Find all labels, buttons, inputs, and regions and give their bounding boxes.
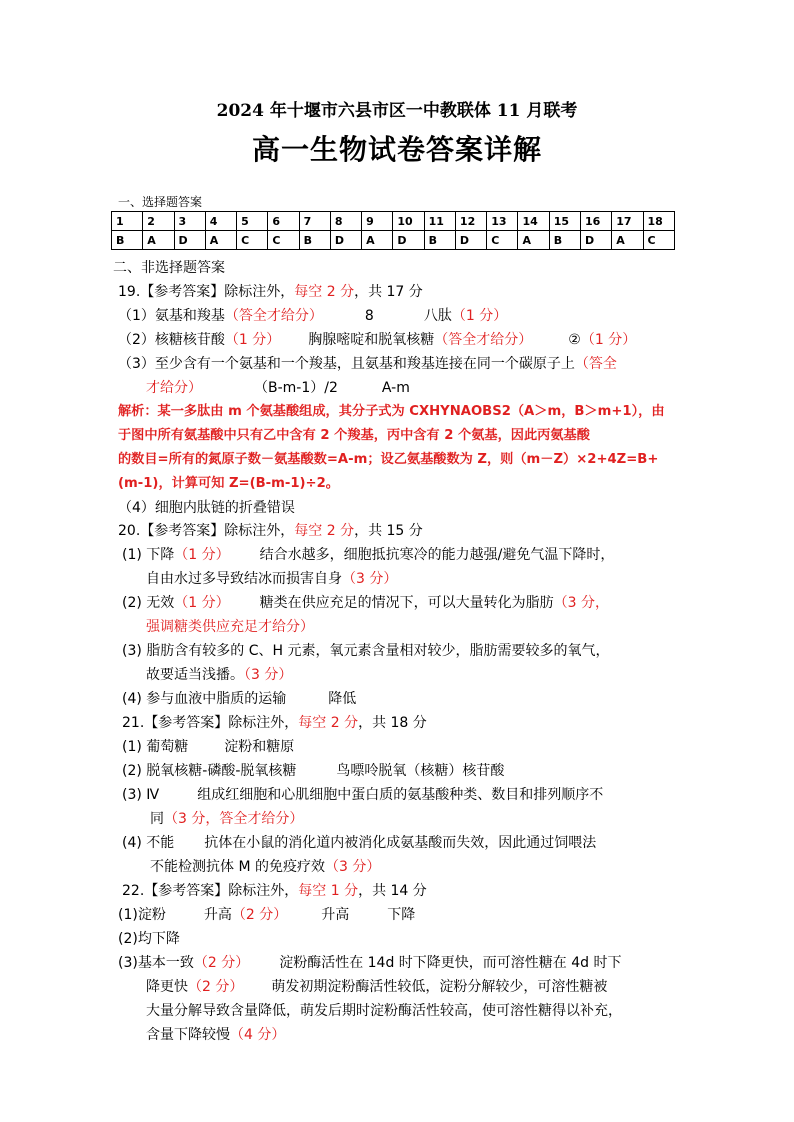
answer-letter-cell: D (330, 231, 361, 250)
question-number-cell: 2 (143, 212, 174, 231)
q22-header-text: 22.【参考答案】除标注外， (122, 883, 299, 899)
q19-explanation-1: 解析：某一多肽由 m 个氨基酸组成，其分子式为 CXHYNAOBS2（A＞m，B＞m+1），由 (118, 404, 665, 419)
answer-letter-cell: D (174, 231, 205, 250)
question-number-cell: 15 (549, 212, 580, 231)
answer-text: ② (568, 332, 581, 348)
answer-text: 降低 (328, 691, 357, 707)
answer-letter-cell: C (643, 231, 674, 250)
answer-text: 糖类在供应充足的情况下，可以大量转化为脂肪 (259, 595, 554, 611)
q19-answer-3-cont (146, 378, 410, 398)
answer-letter-cell: A (143, 231, 174, 250)
answer-text: 含量下降较慢 (146, 1027, 230, 1043)
q19-explanation-2: 于图中所有氨基酸中只有乙中含有 2 个羧基，丙中含有 2 个氨基，因此丙氨基酸 (118, 428, 590, 443)
answer-text: (4) 不能 (122, 835, 175, 851)
answer-text: (3) Ⅳ (122, 787, 160, 803)
q19-header (118, 282, 423, 302)
score-note: （2 分） (188, 979, 244, 995)
answer-letter-cell: C (487, 231, 518, 250)
score-note: （1 分） (580, 332, 637, 348)
section1-heading: 一、选择题答案 (118, 195, 203, 209)
question-number-cell: 7 (299, 212, 330, 231)
q20-answer-3: (3) 脂肪含有较多的 C、H 元素，氧元素含量相对较少，脂肪需要较多的氧气， (122, 643, 610, 659)
answer-text: （3）至少含有一个氨基和一个羧基，且氨基和羧基连接在同一个碳原子上 (118, 356, 575, 372)
section2-heading: 二、非选择题答案 (113, 260, 225, 276)
score-note: （3 分） (324, 859, 381, 875)
score-note: （3 分，答全才给分） (164, 811, 304, 827)
answer-text: 8 (364, 308, 374, 324)
answer-text: (3)基本一致 (118, 955, 194, 971)
question-number-cell: 5 (237, 212, 268, 231)
q19-total: ，共 17 分 (354, 284, 423, 300)
q21-answer-4 (122, 833, 596, 853)
question-number-cell: 4 (205, 212, 236, 231)
q19-header-text: 19.【参考答案】除标注外， (118, 284, 295, 300)
score-note: （2 分） (231, 907, 288, 923)
q22-answer-3-cont-3 (146, 1025, 285, 1045)
question-number-cell: 17 (612, 212, 643, 231)
q19-answer-4: （4）细胞内肽链的折叠错误 (118, 500, 295, 516)
question-number-cell: 6 (268, 212, 299, 231)
q20-header (118, 521, 423, 541)
score-note: （答全才给分） (224, 308, 323, 324)
question-number-cell: 8 (330, 212, 361, 231)
answer-text: 升高 (321, 907, 350, 923)
question-number-cell: 1 (112, 212, 143, 231)
q20-answer-1-cont (146, 569, 397, 589)
answer-text: 自由水过多导致结冰而损害自身 (146, 571, 342, 587)
q20-answer-4 (122, 689, 356, 709)
answer-text: (1)淀粉 (118, 907, 166, 923)
score-note: （3 分） (342, 571, 398, 587)
answer-text: 结合水越多，细胞抵抗寒冷的能力越强/避免气温下降时， (259, 547, 615, 563)
q22-header (122, 881, 427, 901)
score-note: （2 分） (193, 955, 250, 971)
q20-answer-2-cont: 强调糖类供应充足才给分） (146, 619, 314, 635)
answer-letter-cell: C (237, 231, 268, 250)
answer-text: 八肽 (423, 308, 452, 324)
answer-text: 淀粉酶活性在 14d 时下降更快，而可溶性糖在 4d 时下 (279, 955, 622, 971)
answer-text: 不能检测抗体 M 的免疫疗效 (150, 859, 325, 875)
answer-letter-cell: B (549, 231, 580, 250)
answer-text: 同 (150, 811, 164, 827)
answer-letter-cell: C (268, 231, 299, 250)
question-number-cell: 10 (393, 212, 424, 231)
question-number-cell: 13 (487, 212, 518, 231)
question-number-cell: 3 (174, 212, 205, 231)
q21-header-text: 21.【参考答案】除标注外， (122, 715, 299, 731)
q22-answer-1 (118, 905, 415, 925)
question-number-cell: 18 (643, 212, 674, 231)
answer-text: 升高 (203, 907, 232, 923)
exam-subtitle: 高一生物试卷答案详解 (251, 133, 542, 166)
answer-text: 淀粉和糖原 (224, 739, 295, 755)
q19-answer-3 (118, 354, 617, 374)
q21-answer-3-cont (150, 809, 303, 829)
q20-header-text: 20.【参考答案】除标注外， (118, 523, 295, 539)
answer-text: (1) 葡萄糖 (122, 739, 189, 755)
answer-letter-cell: A (612, 231, 643, 250)
q19-explanation-4: (m-1)，计算可知 Z=(B-m-1)÷2。 (118, 476, 339, 491)
q21-answer-2 (122, 761, 504, 781)
q22-total: ，共 14 分 (358, 883, 427, 899)
score-note: 才给分） (146, 380, 202, 396)
q21-answer-1 (122, 737, 294, 757)
answer-text: （2）核糖核苷酸 (118, 332, 225, 348)
answer-text: 胸腺嘧啶和脱氧核糖 (308, 332, 435, 348)
q20-score-note: 每空 2 分 (294, 523, 355, 539)
answer-text: （1）氨基和羧基 (118, 308, 225, 324)
choice-answer-table (111, 211, 675, 250)
answer-text: 萌发初期淀粉酶活性较低，淀粉分解较少，可溶性糖被 (271, 979, 608, 995)
answer-letter-cell: B (112, 231, 143, 250)
q20-total: ，共 15 分 (354, 523, 423, 539)
score-note: （1 分） (174, 547, 230, 563)
answer-text: 抗体在小鼠的消化道内被消化成氨基酸而失效，因此通过饲喂法 (204, 835, 597, 851)
score-note: （答全 (574, 356, 617, 372)
answer-text: 鸟嘌呤脱氧（核糖）核苷酸 (336, 763, 505, 779)
question-number-cell: 11 (424, 212, 455, 231)
score-note: （1 分） (174, 595, 230, 611)
q19-answer-1 (118, 306, 507, 326)
answer-letter-cell: B (299, 231, 330, 250)
answer-text: (4) 参与血液中脂质的运输 (122, 691, 287, 707)
answer-text: 故要适当浅播。 (146, 667, 244, 683)
score-note: （4 分） (230, 1027, 286, 1043)
question-number-cell: 16 (580, 212, 611, 231)
answer-text: 组成红细胞和心肌细胞中蛋白质的氨基酸种类、数目和排列顺序不 (197, 787, 604, 803)
answer-letter-cell: D (393, 231, 424, 250)
score-note: （答全才给分） (434, 332, 533, 348)
answer-letter-cell: A (518, 231, 549, 250)
answer-text: A-m (381, 380, 410, 396)
q19-answer-2 (118, 330, 636, 350)
q21-answer-4-cont (150, 857, 380, 877)
answer-text: (2) 无效 (122, 595, 175, 611)
q21-answer-3 (122, 785, 603, 805)
q20-answer-3-cont (146, 665, 292, 685)
q19-score-note: 每空 2 分 (294, 284, 355, 300)
q22-score-note: 每空 1 分 (298, 883, 359, 899)
question-number-cell: 12 (455, 212, 486, 231)
answer-letter-row (112, 231, 675, 250)
exam-title: 2024 年十堰市六县市区一中教联体 11 月联考 (216, 101, 578, 121)
q20-answer-2 (122, 593, 609, 613)
q21-score-note: 每空 2 分 (298, 715, 359, 731)
answer-text: (1) 下降 (122, 547, 175, 563)
answer-letter-cell: D (455, 231, 486, 250)
q21-header (122, 713, 427, 733)
q22-answer-3 (118, 953, 622, 973)
q22-answer-2: (2)均下降 (118, 931, 180, 947)
answer-text: 下降 (387, 907, 416, 923)
q22-answer-3-cont-2: 大量分解导致含量降低，萌发后期时淀粉酶活性较高，使可溶性糖得以补充， (146, 1003, 622, 1019)
q20-answer-1 (122, 545, 614, 565)
question-number-cell: 14 (518, 212, 549, 231)
answer-letter-cell: A (205, 231, 236, 250)
answer-letter-cell: A (362, 231, 393, 250)
score-note: （1 分） (451, 308, 508, 324)
answer-text: (2) 脱氧核糖-磷酸-脱氧核糖 (122, 763, 297, 779)
answer-letter-cell: D (580, 231, 611, 250)
q19-explanation-3: 的数目=所有的氮原子数－氨基酸数=A-m；设乙氨基酸数为 Z，则（m－Z）×2+4Z=B+ (118, 452, 659, 467)
score-note: （1 分） (224, 332, 281, 348)
answer-letter-cell: B (424, 231, 455, 250)
q21-total: ，共 18 分 (358, 715, 427, 731)
question-number-cell: 9 (362, 212, 393, 231)
answer-text: （B-m-1）/2 (254, 380, 338, 396)
q22-answer-3-cont-1 (146, 977, 607, 997)
answer-text: 降更快 (146, 979, 188, 995)
score-note: （3 分， (553, 595, 609, 611)
question-number-row (112, 212, 675, 231)
score-note: （3 分） (244, 667, 293, 683)
